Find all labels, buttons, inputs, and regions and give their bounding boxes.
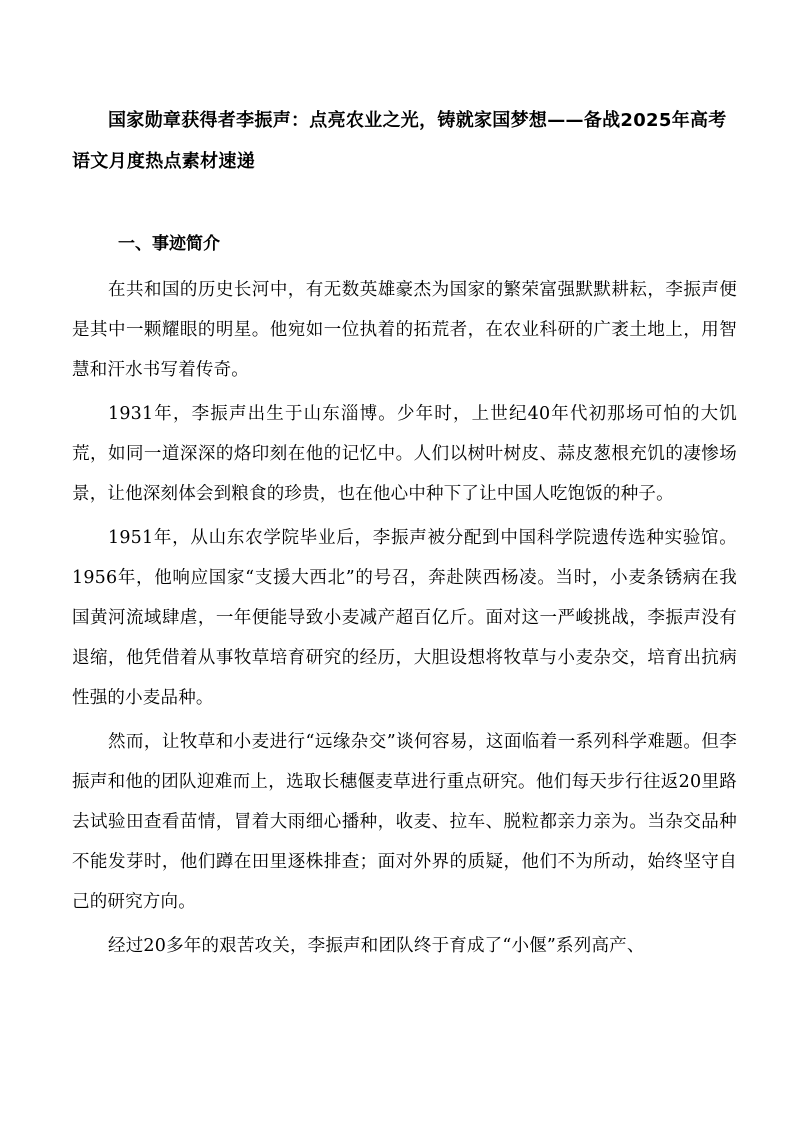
paragraph-1: 在共和国的历史长河中，有无数英雄豪杰为国家的繁荣富强默默耕耘，李振声便是其中一颗耀眼的明星。他宛如一位执着的拓荒者，在农业科研的广袤土地上，用智慧和汗水书写着传奇。 <box>72 280 737 380</box>
paragraph-5: 经过20多年的艰苦攻关，李振声和团队终于育成了“小偃”系列高产、 <box>108 936 645 956</box>
paragraph-4: 然而，让牧草和小麦进行“远缘杂交”谈何容易，这面临着一系列科学难题。但李振声和他的团队迎难而上，选取长穗偃麦草进行重点研究。他们每天步行往返20里路去试验田查看苗情，冒着大雨细心播种，收麦、拉车、脱粒都亲力亲为。当杂交品种不能发芽时，他们蹲在田里逐株排查；面对外界的质疑，他们不为所动，始终坚守自己的研究方向。 <box>72 732 737 912</box>
body-text <box>72 270 737 970</box>
section-heading: 一、事迹简介 <box>118 234 220 254</box>
paragraph-2: 1931年，李振声出生于山东淄博。少年时，上世纪40年代初那场可怕的大饥荒，如同一道深深的烙印刻在他的记忆中。人们以树叶树皮、蒜皮葱根充饥的凄惨场景，让他深刻体会到粮食的珍贵，也在他心中种下了让中国人吃饱饭的种子。 <box>72 404 737 504</box>
document-title: 国家勋章获得者李振声：点亮农业之光，铸就家国梦想——备战2025年高考语文月度热点素材速递 <box>72 110 727 172</box>
paragraph-3: 1951年，从山东农学院毕业后，李振声被分配到中国科学院遗传选种实验馆。1956年，他响应国家“支援大西北”的号召，奔赴陕西杨凌。当时，小麦条锈病在我国黄河流域肆虐，一年便能导致小麦减产超百亿斤。面对这一严峻挑战，李振声没有退缩，他凭借着从事牧草培育研究的经历，大胆设想将牧草与小麦杂交，培育出抗病性强的小麦品种。 <box>72 528 737 708</box>
